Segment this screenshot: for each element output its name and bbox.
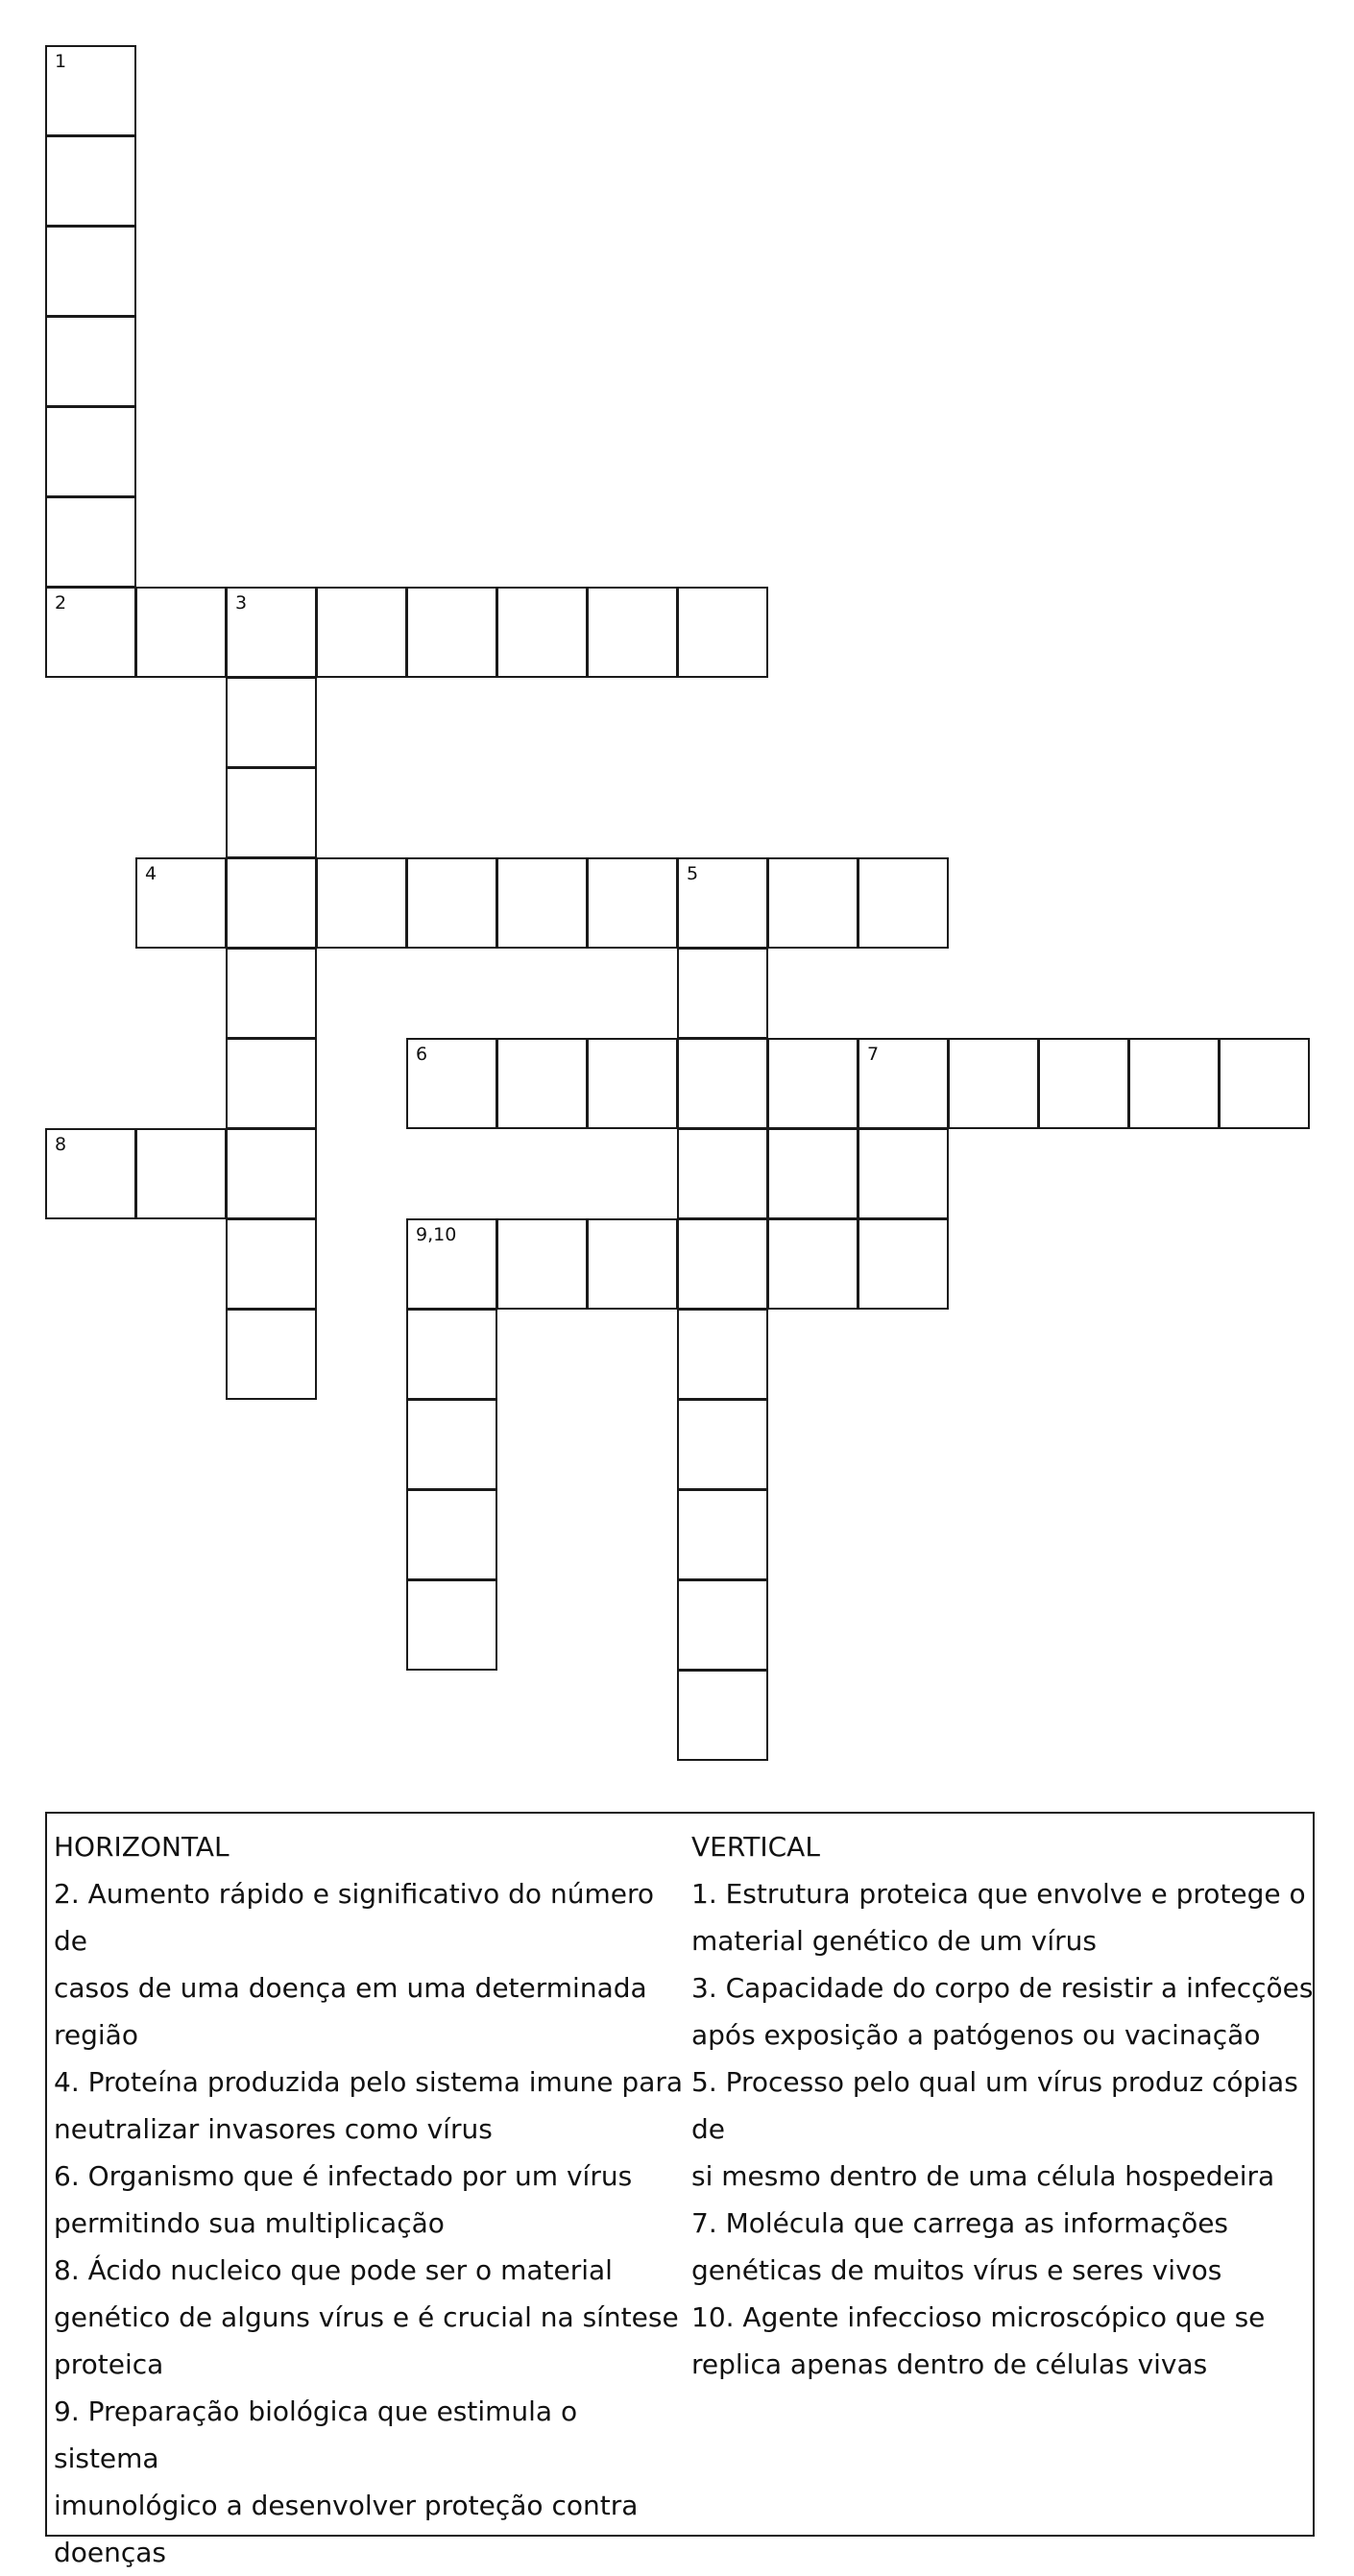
grid-cell[interactable]: [587, 1038, 678, 1129]
grid-cell[interactable]: [406, 1038, 497, 1129]
grid-cell[interactable]: [496, 857, 588, 949]
clue-vertical-5: 5. Processo pelo qual um vírus produz cópias de si mesmo dentro de uma célula hospedeira: [691, 2066, 1298, 2192]
grid-cell[interactable]: [858, 1218, 949, 1310]
grid-cell[interactable]: [858, 1128, 949, 1219]
grid-cell[interactable]: [767, 857, 858, 949]
grid-cell[interactable]: [406, 587, 497, 678]
clue-number: 3: [235, 592, 248, 614]
clue-number: 2: [55, 592, 67, 614]
clue-vertical-3: 3. Capacidade do corpo de resistir a infecções após exposição a patógenos ou vacinação: [691, 1972, 1314, 2051]
grid-cell[interactable]: [496, 1218, 588, 1310]
grid-cell[interactable]: [316, 857, 407, 949]
grid-cell[interactable]: [45, 1128, 136, 1219]
grid-cell[interactable]: [677, 1038, 768, 1129]
grid-cell[interactable]: [226, 1128, 317, 1219]
grid-cell[interactable]: [45, 496, 136, 588]
grid-cell[interactable]: [677, 948, 768, 1039]
grid-cell[interactable]: [677, 1128, 768, 1219]
grid-cell[interactable]: [135, 857, 227, 949]
clue-number: 8: [55, 1134, 67, 1155]
vertical-clues: [691, 1823, 1325, 2388]
grid-cell[interactable]: [677, 1309, 768, 1400]
grid-cell[interactable]: [45, 135, 136, 227]
grid-cell[interactable]: [587, 587, 678, 678]
grid-cell[interactable]: [226, 587, 317, 678]
grid-cell[interactable]: [948, 1038, 1039, 1129]
grid-cell[interactable]: [226, 767, 317, 858]
grid-cell[interactable]: [226, 1038, 317, 1129]
grid-cell[interactable]: [226, 948, 317, 1039]
grid-cell[interactable]: [858, 857, 949, 949]
grid-cell[interactable]: [1219, 1038, 1310, 1129]
grid-cell[interactable]: [406, 1218, 497, 1310]
grid-cell[interactable]: [45, 226, 136, 317]
clue-horizontal-9: 9. Preparação biológica que estimula o sistema imunológico a desenvolver proteção contra doenças: [54, 2395, 639, 2568]
clue-horizontal-6: 6. Organismo que é infectado por um vírus permitindo sua multiplicação: [54, 2160, 633, 2239]
grid-cell[interactable]: [677, 1399, 768, 1490]
grid-cell[interactable]: [406, 1309, 497, 1400]
clue-horizontal-2: 2. Aumento rápido e significativo do número de casos de uma doença em uma determinada região: [54, 1878, 654, 2051]
grid-cell[interactable]: [496, 1038, 588, 1129]
grid-cell[interactable]: [226, 677, 317, 768]
grid-cell[interactable]: [1038, 1038, 1129, 1129]
grid-cell[interactable]: [226, 1218, 317, 1310]
grid-cell[interactable]: [45, 406, 136, 497]
grid-cell[interactable]: [406, 1489, 497, 1580]
grid-cell[interactable]: [767, 1218, 858, 1310]
clue-number: 9,10: [416, 1224, 457, 1245]
grid-cell[interactable]: [45, 45, 136, 136]
clue-number: 6: [416, 1044, 428, 1065]
clue-number: 1: [55, 51, 67, 72]
grid-cell[interactable]: [677, 587, 768, 678]
grid-cell[interactable]: [406, 1399, 497, 1490]
grid-cell[interactable]: [226, 1309, 317, 1400]
grid-cell[interactable]: [45, 316, 136, 407]
grid-cell[interactable]: [767, 1038, 858, 1129]
grid-cell[interactable]: [316, 587, 407, 678]
grid-cell[interactable]: [677, 1579, 768, 1671]
vertical-heading: VERTICAL: [691, 1831, 820, 1863]
clues-box: [45, 1812, 1315, 2568]
clue-vertical-1: 1. Estrutura proteica que envolve e protege o material genético de um vírus: [691, 1878, 1306, 1957]
grid-cell[interactable]: [587, 1218, 678, 1310]
grid-cell[interactable]: [677, 1670, 768, 1761]
clue-horizontal-4: 4. Proteína produzida pelo sistema imune para neutralizar invasores como vírus: [54, 2066, 684, 2145]
clue-vertical-10: 10. Agente infeccioso microscópico que se replica apenas dentro de células vivas: [691, 2301, 1266, 2380]
grid-cell[interactable]: [677, 1489, 768, 1580]
horizontal-heading: HORIZONTAL: [54, 1831, 230, 1863]
grid-cell[interactable]: [135, 1128, 227, 1219]
clue-number: 7: [867, 1044, 880, 1065]
grid-cell[interactable]: [858, 1038, 949, 1129]
grid-cell[interactable]: [677, 857, 768, 949]
grid-cell[interactable]: [1128, 1038, 1220, 1129]
grid-cell[interactable]: [677, 1218, 768, 1310]
clue-number: 5: [687, 863, 699, 884]
clue-horizontal-8: 8. Ácido nucleico que pode ser o material genético de alguns vírus e é crucial na síntese proteica: [54, 2254, 679, 2380]
grid-cell[interactable]: [135, 587, 227, 678]
clue-vertical-7: 7. Molécula que carrega as informações genéticas de muitos vírus e seres vivos: [691, 2207, 1229, 2286]
grid-cell[interactable]: [406, 1579, 497, 1671]
clue-number: 4: [145, 863, 157, 884]
grid-cell[interactable]: [496, 587, 588, 678]
grid-cell[interactable]: [226, 857, 317, 949]
grid-cell[interactable]: [45, 587, 136, 678]
grid-cell[interactable]: [587, 857, 678, 949]
horizontal-clues: [54, 1823, 688, 2576]
grid-cell[interactable]: [406, 857, 497, 949]
grid-cell[interactable]: [767, 1128, 858, 1219]
